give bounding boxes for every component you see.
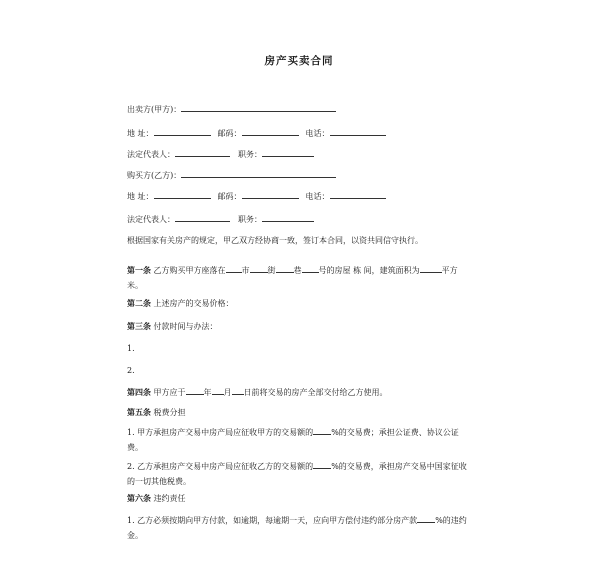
article-1	[127, 263, 472, 293]
buyer-rep-line	[127, 212, 314, 226]
address-label: 地 址：	[127, 192, 154, 201]
article-text: 上述房产的交易价格：	[151, 299, 234, 308]
article-heading: 第五条	[127, 407, 151, 417]
article-text: 税费分担	[151, 408, 186, 417]
clause-text: 1. 甲方承担房产交易中房产局应征收甲方的交易额的	[127, 428, 314, 437]
article-text: 平方米。	[127, 266, 458, 290]
postcode-label: 邮码：	[217, 129, 242, 138]
article-text: 月	[223, 388, 232, 397]
phone-label: 电话：	[305, 129, 330, 138]
postcode-label: 邮码：	[217, 192, 242, 201]
article-4	[127, 385, 388, 399]
percent-blank	[313, 459, 331, 469]
position-blank	[262, 147, 314, 157]
buyer-line	[127, 168, 336, 182]
rep-blank	[175, 212, 230, 222]
year-blank	[186, 385, 204, 395]
seller-rep-line	[127, 147, 314, 161]
buyer-blank	[181, 168, 336, 178]
number-blank	[302, 263, 319, 273]
clause-6-1	[127, 513, 472, 543]
seller-blank	[181, 102, 336, 112]
postcode-blank	[242, 189, 299, 199]
article-text: 日前将交易的房产全部交付给乙方使用。	[243, 388, 388, 397]
city-blank	[226, 263, 242, 273]
clause-5-2	[127, 459, 472, 489]
phone-label: 电话：	[305, 192, 330, 201]
seller-line	[127, 102, 336, 116]
rep-label: 法定代表人：	[127, 215, 175, 224]
position-label: 职务：	[238, 150, 262, 159]
article-text: 巷	[293, 266, 302, 275]
phone-blank	[330, 126, 386, 136]
page-title: 房产买卖合同	[264, 55, 334, 67]
seller-label: 出卖方(甲方)：	[127, 105, 182, 114]
article-5	[127, 406, 186, 419]
clause-text: %的违约金。	[127, 516, 467, 540]
article-heading: 第一条	[127, 265, 151, 275]
street-blank	[250, 263, 268, 273]
buyer-label: 购买方(乙方)：	[127, 171, 182, 180]
rep-label: 法定代表人：	[127, 150, 175, 159]
buyer-address-line	[127, 189, 386, 203]
article-6	[127, 492, 186, 505]
clause-text: %的交易费；承担公证费、协议公证费。	[127, 428, 459, 452]
article-2	[127, 297, 234, 310]
position-blank	[262, 212, 314, 222]
article-text: 年	[203, 388, 212, 397]
address-blank	[154, 126, 211, 136]
article-text: 违约责任	[151, 494, 186, 503]
article-heading: 第六条	[127, 493, 151, 503]
phone-blank	[330, 189, 386, 199]
address-label: 地 址：	[127, 129, 154, 138]
article-heading: 第三条	[127, 321, 151, 331]
preamble-paragraph: 根据国家有关房产的规定，甲乙双方经协商一致，签订本合同，以资共同信守执行。	[127, 236, 423, 245]
payment-item-2: 2.	[127, 366, 135, 375]
day-blank	[232, 385, 244, 395]
article-text: 乙方购买甲方座落在	[151, 266, 226, 275]
payment-item-1: 1.	[127, 344, 135, 353]
article-heading: 第四条	[127, 387, 151, 397]
lane-blank	[276, 263, 294, 273]
clause-text: %的交易费，承担房产交易中国家征收的一切其他税费。	[127, 462, 467, 486]
clause-text: 2. 乙方承担房产交易中房产局应征收乙方的交易额的	[127, 462, 314, 471]
month-blank	[212, 385, 224, 395]
clause-5-1	[127, 425, 472, 455]
area-blank	[420, 263, 442, 273]
article-text: 甲方应于	[151, 388, 186, 397]
article-text: 号的房屋 栋 间，建筑面积为	[318, 266, 420, 275]
clause-text: 1. 乙方必须按期向甲方付款，如逾期，每逾期一天，应向甲方偿付违约部分房产款	[127, 516, 418, 525]
percent-blank	[313, 425, 331, 435]
seller-address-line	[127, 126, 386, 140]
article-text: 付款时间与办法：	[151, 322, 218, 331]
position-label: 职务：	[238, 215, 262, 224]
article-text: 市	[241, 266, 250, 275]
article-3	[127, 320, 218, 333]
rep-blank	[175, 147, 230, 157]
postcode-blank	[242, 126, 299, 136]
address-blank	[154, 189, 211, 199]
percent-blank	[417, 513, 435, 523]
article-heading: 第二条	[127, 298, 151, 308]
article-text: 街	[267, 266, 276, 275]
